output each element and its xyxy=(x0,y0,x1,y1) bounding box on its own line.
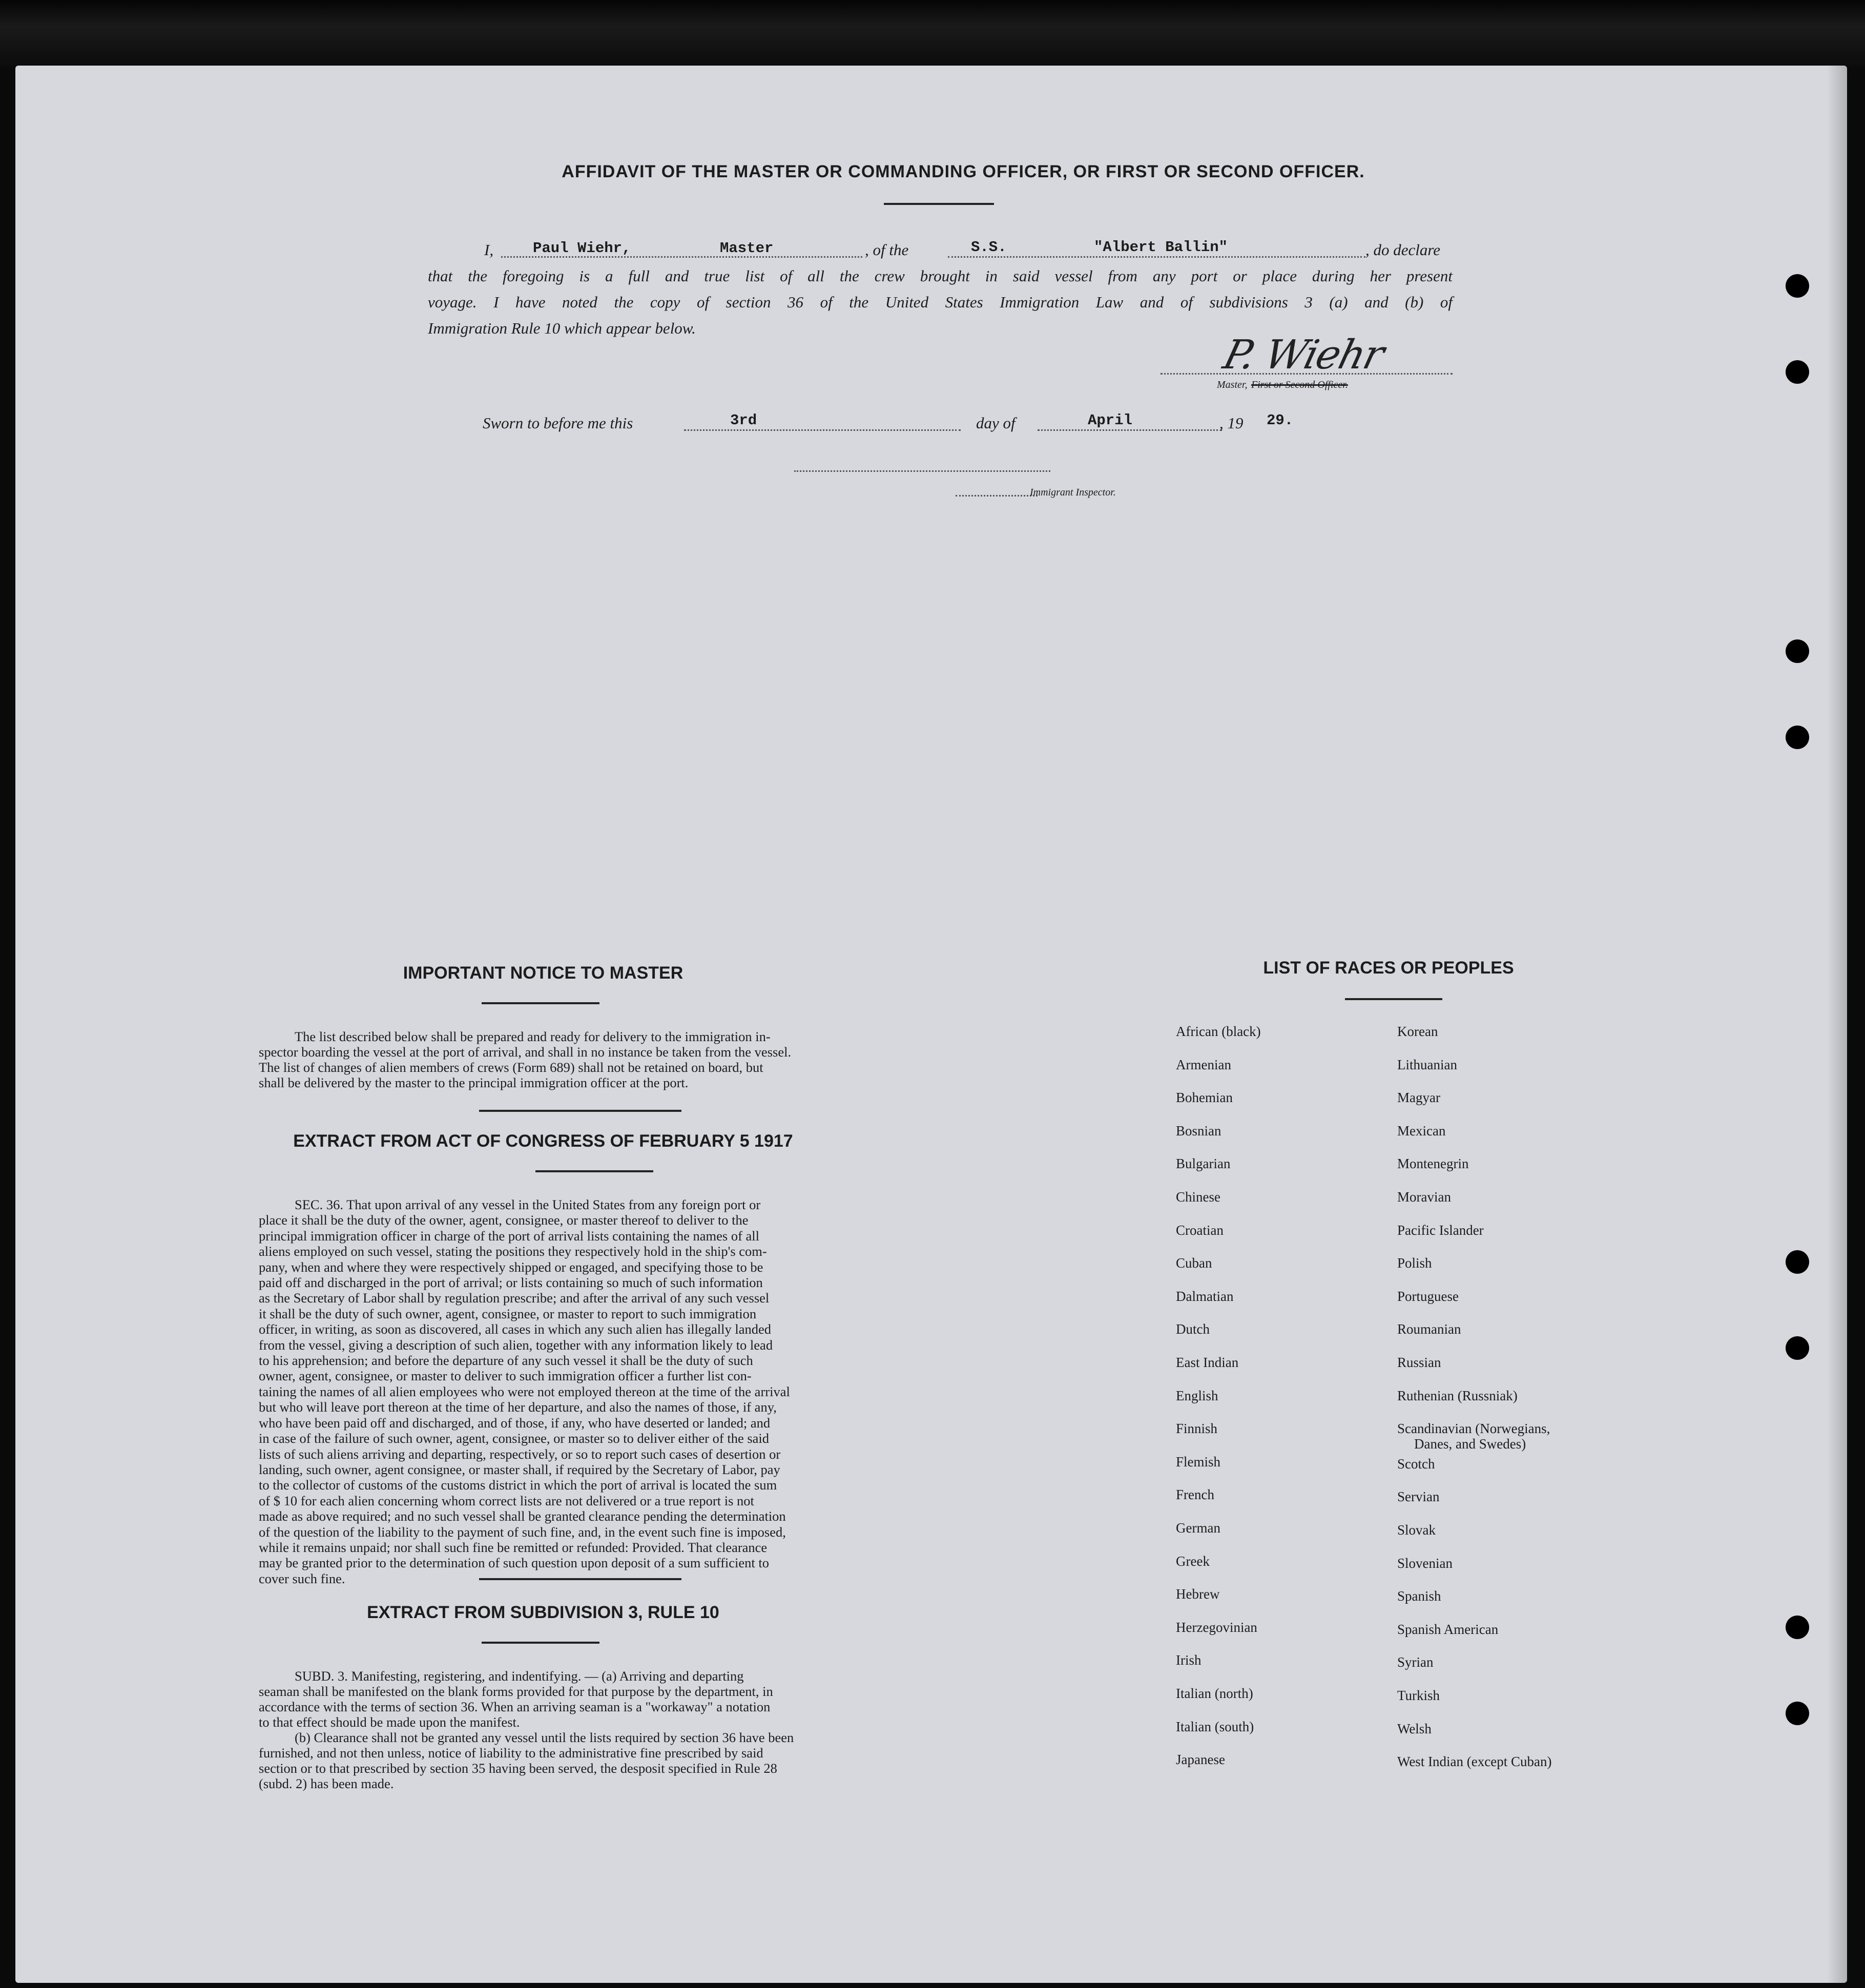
race-item: Bulgarian xyxy=(1176,1156,1231,1172)
race-item: Scandinavian (Norwegians, xyxy=(1397,1421,1550,1437)
scan-border-top xyxy=(0,0,1865,67)
race-item: Korean xyxy=(1397,1024,1438,1039)
binder-hole-icon xyxy=(1786,726,1809,749)
sworn-label: Sworn to before me this xyxy=(483,414,633,432)
race-item: Magyar xyxy=(1397,1090,1440,1106)
sworn-day: 3rd xyxy=(730,412,757,429)
race-item: German xyxy=(1176,1520,1220,1536)
act-line: taining the names of all alien employees who were not employed thereon at the time of the arrival xyxy=(259,1383,790,1399)
race-item: African (black) xyxy=(1176,1024,1261,1039)
race-item: English xyxy=(1176,1388,1218,1403)
vessel-type: S.S. xyxy=(971,239,1007,256)
act-line: SEC. 36. That upon arrival of any vessel in the United States from any foreign port or xyxy=(295,1197,761,1212)
binder-hole-icon xyxy=(1786,360,1809,384)
race-item: Flemish xyxy=(1176,1454,1221,1469)
race-item: West Indian (except Cuban) xyxy=(1397,1754,1552,1770)
act-line: pany, when and where they were respectively shipped or engaged, and specifying those to be xyxy=(259,1259,763,1275)
race-item: Irish xyxy=(1176,1652,1201,1668)
race-item: Bohemian xyxy=(1176,1090,1233,1106)
rule-line: SUBD. 3. Manifesting, registering, and indentifying. — (a) Arriving and departing xyxy=(295,1668,744,1684)
day-of-label: day of xyxy=(976,414,1016,432)
race-item: Servian xyxy=(1397,1489,1440,1505)
act-line: from the vessel, giving a description of such alien, together with any information likely to lead xyxy=(259,1337,773,1353)
section-divider xyxy=(479,1110,681,1112)
race-item: Lithuanian xyxy=(1397,1057,1457,1072)
affidavit-title: AFFIDAVIT OF THE MASTER OR COMMANDING OFFICER, OR FIRST OR SECOND OFFICER. xyxy=(562,162,1365,181)
vessel-field-line xyxy=(948,256,1365,258)
act-line: while it remains unpaid; nor shall such fine be remitted or refunded: Provided. That clearance xyxy=(259,1539,768,1555)
title-underline xyxy=(884,203,994,205)
race-item: Spanish xyxy=(1397,1588,1441,1604)
notice-line: The list described below shall be prepared and ready for delivery to the immigration in- xyxy=(295,1029,771,1044)
race-item: Ruthenian (Russniak) xyxy=(1397,1388,1518,1403)
affidavit-line-4: Immigration Rule 10 which appear below. xyxy=(428,319,696,337)
race-item: Greek xyxy=(1176,1553,1210,1569)
act-line: it shall be the duty of such owner, agent, consignee, or master to report to such immigration xyxy=(259,1306,757,1321)
act-line: landing, such owner, agent consignee, or master shall, if required by the Secretary of Labor, pay xyxy=(259,1461,780,1477)
race-item: Danes, and Swedes) xyxy=(1414,1436,1526,1452)
signature-caption-master: Master, xyxy=(1217,379,1248,390)
rule-line: furnished, and not then unless, notice of liability to the administrative fine prescribed by said xyxy=(259,1745,763,1761)
rule-line: to that effect should be made upon the manifest. xyxy=(259,1714,520,1730)
race-item: Mexican xyxy=(1397,1123,1446,1138)
binder-hole-icon xyxy=(1786,639,1809,663)
act-title: EXTRACT FROM ACT OF CONGRESS OF FEBRUARY 5 1917 xyxy=(293,1131,793,1151)
act-line: place it shall be the duty of the owner, agent, consignee, or master thereof to deliver to the xyxy=(259,1212,749,1228)
act-line: may be granted prior to the determination of such question upon deposit of a sum sufficient to xyxy=(259,1555,769,1571)
sworn-day-line xyxy=(684,429,961,431)
race-item: Hebrew xyxy=(1176,1586,1220,1602)
race-item: Chinese xyxy=(1176,1189,1220,1205)
act-line: who have been paid off and discharged, and of those, if any, who have deserted or landed; and xyxy=(259,1415,771,1431)
binder-hole-icon xyxy=(1786,1250,1809,1274)
act-line: aliens employed on such vessel, stating the positions they respectively hold in the ship's com- xyxy=(259,1244,767,1259)
binder-hole-icon xyxy=(1786,274,1809,298)
master-name: Paul Wiehr, xyxy=(533,240,631,257)
binder-hole-icon xyxy=(1786,1336,1809,1360)
race-item: Welsh xyxy=(1397,1721,1432,1736)
rule-line: (subd. 2) has been made. xyxy=(259,1776,394,1791)
year-prefix: , 19 xyxy=(1219,414,1244,432)
declare-label: , do declare xyxy=(1365,241,1441,259)
binder-hole-icon xyxy=(1786,1616,1809,1639)
race-item: Italian (south) xyxy=(1176,1718,1254,1734)
act-text xyxy=(259,1197,935,1586)
act-line: paid off and discharged in the port of arrival; or lists containing so much of such information xyxy=(259,1275,763,1291)
act-line: as the Secretary of Labor shall by regulation prescribe; and after the arrival of any such vessel xyxy=(259,1290,770,1306)
race-item: Dalmatian xyxy=(1176,1288,1234,1304)
race-item: Slovenian xyxy=(1397,1555,1453,1571)
notice-line: The list of changes of alien members of crews (Form 689) shall not be retained on board, but xyxy=(259,1060,763,1075)
race-item: Dutch xyxy=(1176,1321,1210,1337)
race-item: Bosnian xyxy=(1176,1123,1221,1138)
notice-title: IMPORTANT NOTICE TO MASTER xyxy=(403,963,683,983)
race-item: Russian xyxy=(1397,1355,1441,1370)
race-item: Herzegovinian xyxy=(1176,1619,1257,1635)
race-item: Cuban xyxy=(1176,1255,1212,1271)
race-item: Turkish xyxy=(1397,1688,1440,1703)
race-item: Croatian xyxy=(1176,1222,1224,1238)
act-line: of the question of the liability to the payment of such fine, and, in the event such fine is imposed, xyxy=(259,1524,786,1540)
act-line: to the collector of customs of the customs district in which the port of arrival is located the sum xyxy=(259,1477,777,1493)
rule-line: (b) Clearance shall not be granted any vessel until the lists required by section 36 have been xyxy=(295,1730,794,1745)
rule-text xyxy=(259,1668,935,1791)
race-item: Japanese xyxy=(1176,1752,1225,1768)
vessel-name: "Albert Ballin" xyxy=(1094,239,1228,256)
race-item: Roumanian xyxy=(1397,1321,1461,1337)
race-item: Finnish xyxy=(1176,1421,1218,1437)
race-item: East Indian xyxy=(1176,1355,1239,1370)
inspector-signature-line xyxy=(794,470,1050,472)
section-divider xyxy=(479,1578,681,1580)
master-signature: P. Wiehr xyxy=(1218,332,1388,378)
act-line: principal immigration officer in charge of the port of arrival lists containing the names of all xyxy=(259,1228,760,1244)
race-item: Spanish American xyxy=(1397,1621,1499,1637)
race-item: Moravian xyxy=(1397,1189,1451,1205)
races-underline xyxy=(1345,998,1442,1000)
race-item: Slovak xyxy=(1397,1522,1436,1538)
inspector-label: Immigrant Inspector. xyxy=(1030,487,1116,498)
act-line: in case of the failure of such owner, agent, consignee, or master so to deliver either of the said xyxy=(259,1431,770,1446)
act-line: cover such fine. xyxy=(259,1570,345,1586)
affidavit-line-3: voyage. I have noted the copy of section 36 of the United States Immigration Law and of subdivisions 3 (a) and (b) of xyxy=(428,293,1453,311)
rule-line: section or to that prescribed by section 35 having been served, the desposit specified in Rule 28 xyxy=(259,1761,777,1776)
signature-line xyxy=(1161,373,1453,375)
rule-title: EXTRACT FROM SUBDIVISION 3, RULE 10 xyxy=(367,1603,719,1622)
race-item: Armenian xyxy=(1176,1057,1231,1072)
act-line: made as above required; and no such vessel shall be granted clearance pending the determination xyxy=(259,1508,786,1524)
race-item: Scotch xyxy=(1397,1456,1435,1472)
act-line: but who will leave port thereon at the time of her departure, and also the names of those, if any, xyxy=(259,1399,777,1415)
act-underline xyxy=(535,1170,653,1172)
rule-line: seaman shall be manifested on the blank forms provided for that purpose by the department, in xyxy=(259,1684,773,1699)
signature-caption-struck: First or Second Officer. xyxy=(1251,379,1348,390)
rule-line: accordance with the terms of section 36. When an arriving seaman is a "workaway" a notation xyxy=(259,1699,771,1714)
sworn-month: April xyxy=(1088,412,1133,429)
race-item: Portuguese xyxy=(1397,1288,1459,1304)
act-line: of $ 10 for each alien concerning whom correct lists are not delivered or a true report is not xyxy=(259,1493,754,1508)
affidavit-i-label: I, xyxy=(484,241,494,259)
races-title: LIST OF RACES OR PEOPLES xyxy=(1263,958,1514,978)
race-item: Pacific Islander xyxy=(1397,1222,1484,1238)
sworn-year: 29. xyxy=(1267,412,1294,429)
inspector-caption-line xyxy=(956,495,1038,496)
notice-underline xyxy=(482,1002,599,1004)
race-item: Montenegrin xyxy=(1397,1156,1469,1172)
sworn-month-line xyxy=(1038,429,1222,431)
affidavit-line-2: that the foregoing is a full and true list of all the crew brought in said vessel from any port or place during her present xyxy=(428,267,1453,285)
act-line: owner, agent, consignee, or master to deliver to such immigration officer a further list con- xyxy=(259,1368,752,1384)
of-the-label: , of the xyxy=(865,241,909,259)
master-rank: Master xyxy=(720,240,774,257)
notice-line: shall be delivered by the master to the principal immigration officer at the port. xyxy=(259,1075,689,1090)
act-line: officer, in writing, as soon as discovered, all cases in which any such alien has illegally landed xyxy=(259,1321,772,1337)
race-item: French xyxy=(1176,1487,1214,1503)
act-line: to his apprehension; and before the departure of any such vessel it shall be the duty of such xyxy=(259,1353,753,1369)
act-line: lists of such aliens arriving and departing, respectively, or so to report such cases of desertion or xyxy=(259,1446,781,1462)
race-item: Italian (north) xyxy=(1176,1686,1253,1701)
rule-underline xyxy=(482,1642,599,1644)
binder-hole-icon xyxy=(1786,1702,1809,1725)
document-page xyxy=(15,66,1847,1983)
race-item: Syrian xyxy=(1397,1654,1434,1670)
notice-line: spector boarding the vessel at the port of arrival, and shall in no instance be taken from the vessel. xyxy=(259,1044,792,1060)
notice-text xyxy=(259,1029,935,1090)
race-item: Polish xyxy=(1397,1255,1432,1271)
